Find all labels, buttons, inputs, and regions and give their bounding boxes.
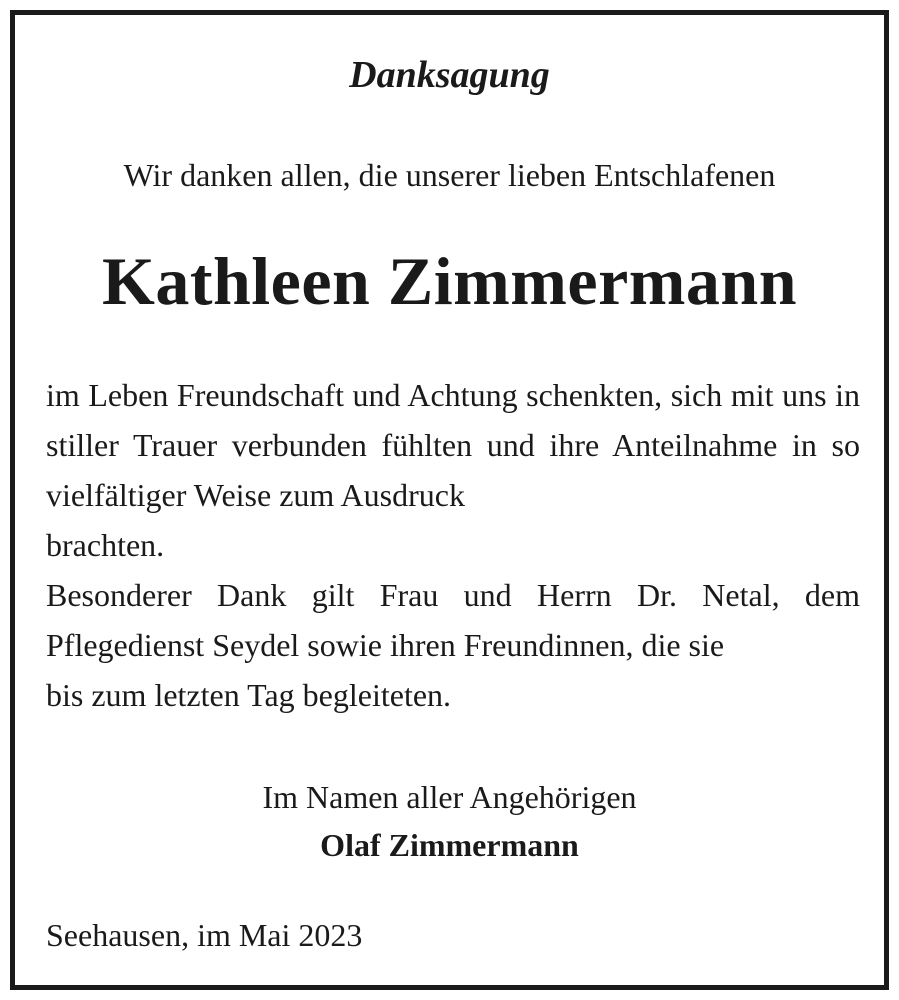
notice-body bbox=[46, 370, 860, 720]
paragraph-gratitude bbox=[46, 370, 860, 570]
notice-frame bbox=[10, 10, 889, 990]
notice-heading: Danksagung bbox=[349, 54, 550, 96]
place-date: Seehausen, im Mai 2023 bbox=[46, 917, 363, 953]
paragraph-gratitude-text: im Leben Freundschaft und Achtung schenkten, sich mit uns in stiller Trauer verbunden fühlten und ihre Anteilnahme in so vielfältiger Weise zum Ausdruck bbox=[46, 377, 860, 513]
intro-line: Wir danken allen, die unserer lieben Entschlafenen bbox=[123, 157, 776, 193]
signer-name: Olaf Zimmermann bbox=[320, 827, 579, 863]
paragraph-special-thanks bbox=[46, 570, 860, 720]
paragraph-special-thanks-end: bis zum letzten Tag begleiteten. bbox=[46, 677, 452, 713]
signoff-line: Im Namen aller Angehörigen bbox=[262, 779, 637, 815]
paragraph-special-thanks-text: Besonderer Dank gilt Frau und Herrn Dr. Netal, dem Pflegedienst Seydel sowie ihren Freundinnen, die sie bbox=[46, 577, 860, 663]
deceased-name: Kathleen Zimmermann bbox=[101, 243, 798, 319]
signoff-block bbox=[15, 773, 884, 869]
paragraph-gratitude-end: brachten. bbox=[46, 527, 165, 563]
